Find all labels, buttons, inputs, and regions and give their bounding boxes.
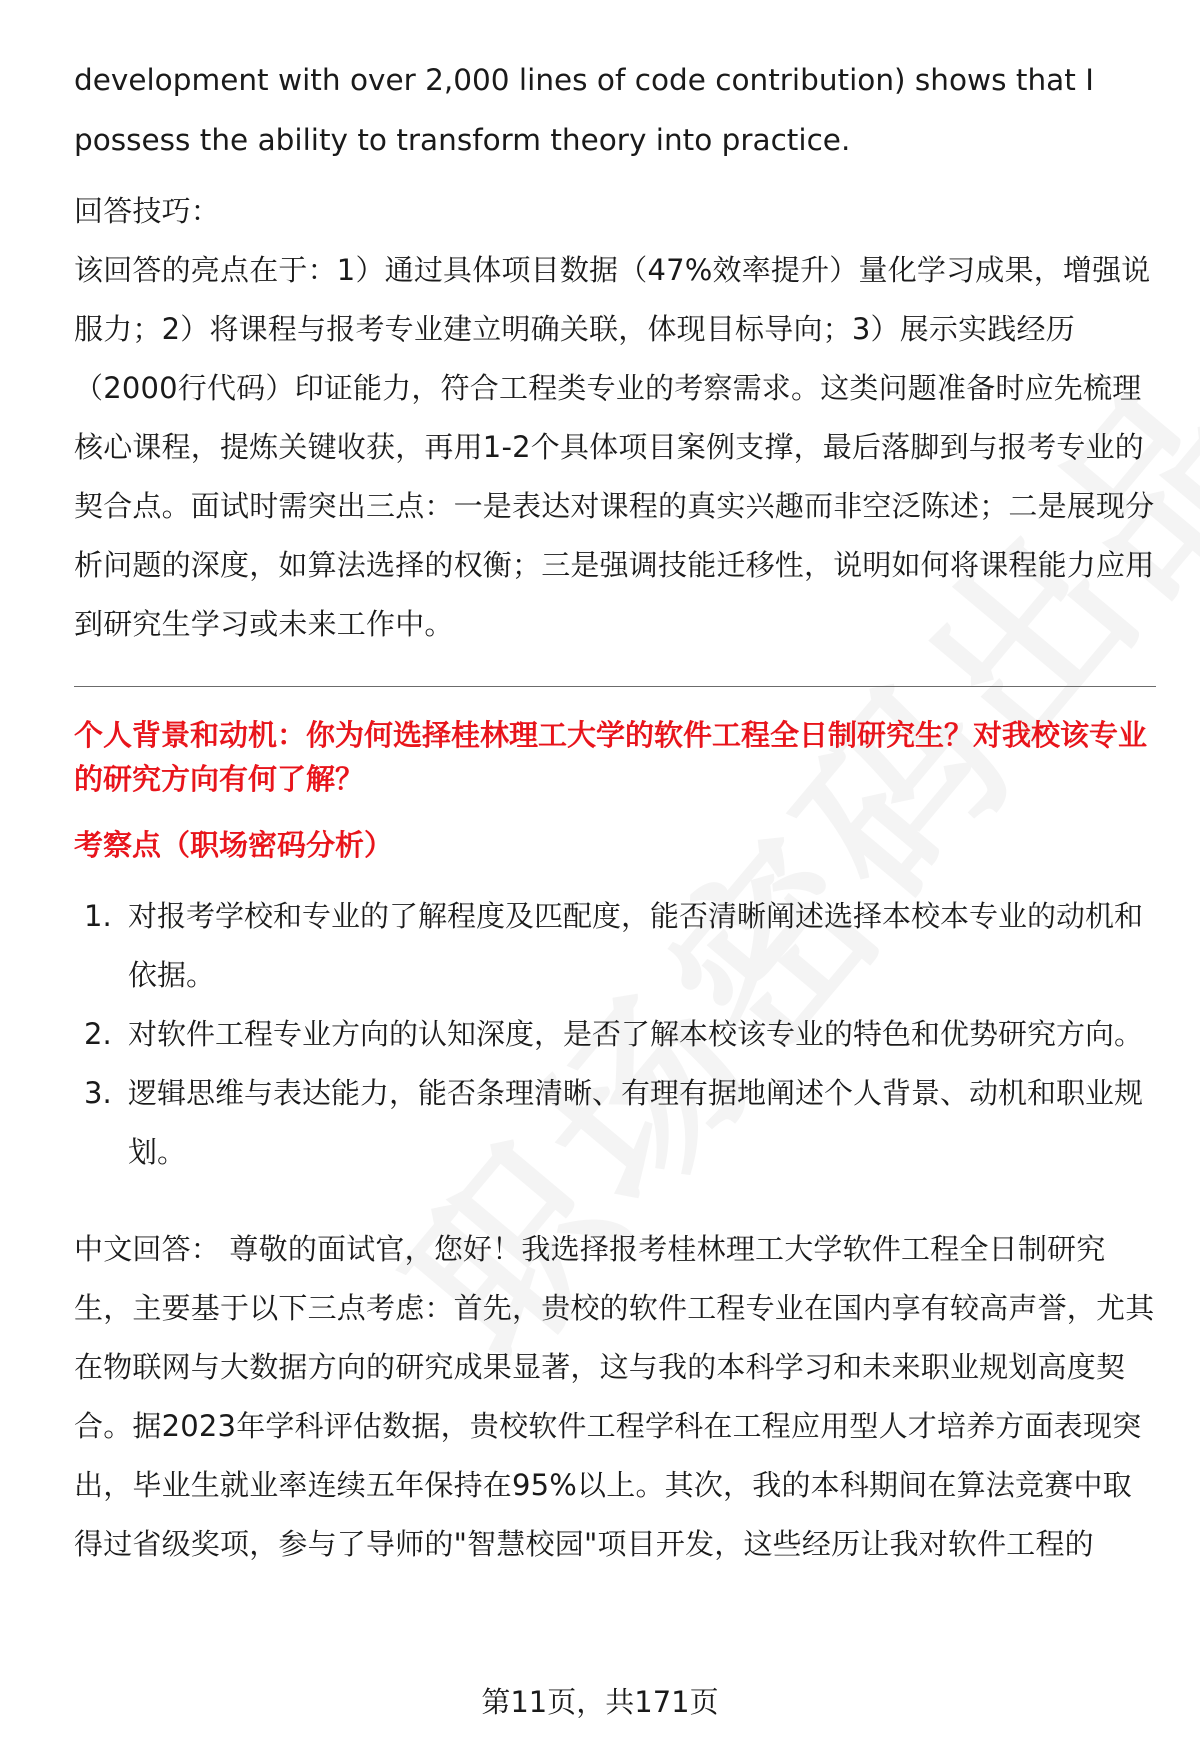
points-heading: 考察点（职场密码分析） xyxy=(74,828,394,862)
points-list xyxy=(74,887,1156,1182)
list-number: 2. xyxy=(84,1017,112,1051)
question-heading: 个人背景和动机：你为何选择桂林理工大学的软件工程全日制研究生？对我校该专业的研究方向有何了解？ xyxy=(74,718,1148,796)
list-item xyxy=(74,1064,1156,1182)
list-text: 对软件工程专业方向的认知深度，是否了解本校该专业的特色和优势研究方向。 xyxy=(128,1017,1144,1051)
list-number: 1. xyxy=(84,899,112,933)
list-text: 对报考学校和专业的了解程度及匹配度，能否清晰阐述选择本校本专业的动机和依据。 xyxy=(128,899,1144,992)
tips-body: 该回答的亮点在于：1）通过具体项目数据（47%效率提升）量化学习成果，增强说服力；2）将课程与报考专业建立明确关联，体现目标导向；3）展示实践经历（2000行代码）印证能力，符合工程类专业的考察需求。这类问题准备时应先梳理核心课程，提炼关键收获，再用1-2个具体项目案例支撑，最后落脚到与报考专业的契合点。面试时需突出三点：一是表达对课程的真实兴趣而非空泛陈述；二是展现分析问题的深度，如算法选择的权衡；三是强调技能迁移性，说明如何将课程能力应用到研究生学习或未来工作中。 xyxy=(74,253,1155,641)
list-item xyxy=(74,1005,1156,1064)
page-footer: 第11页，共171页 xyxy=(481,1685,719,1719)
tips-label: 回答技巧： xyxy=(74,194,221,228)
answer-paragraph: 中文回答： 尊敬的面试官，您好！我选择报考桂林理工大学软件工程全日制研究生，主要基于以下三点考虑：首先，贵校的软件工程专业在国内享有较高声誉，尤其在物联网与大数据方向的研究成果显著，这与我的本科学习和未来职业规划高度契合。据2023年学科评估数据，贵校软件工程学科在工程应用型人才培养方面表现突出，毕业生就业率连续五年保持在95%以上。其次，我的本科期间在算法竞赛中取得过省级奖项，参与了导师的"智慧校园"项目开发，这些经历让我对软件工程的 xyxy=(74,1232,1155,1561)
list-text: 逻辑思维与表达能力，能否条理清晰、有理有据地阐述个人背景、动机和职业规划。 xyxy=(128,1076,1144,1169)
intro-paragraph: development with over 2,000 lines of code contribution) shows that I possess the ability to transform theory into practice. xyxy=(74,63,1094,157)
document-page xyxy=(74,50,1156,1574)
section-divider xyxy=(74,686,1156,687)
list-item xyxy=(74,887,1156,1005)
list-number: 3. xyxy=(84,1076,112,1110)
